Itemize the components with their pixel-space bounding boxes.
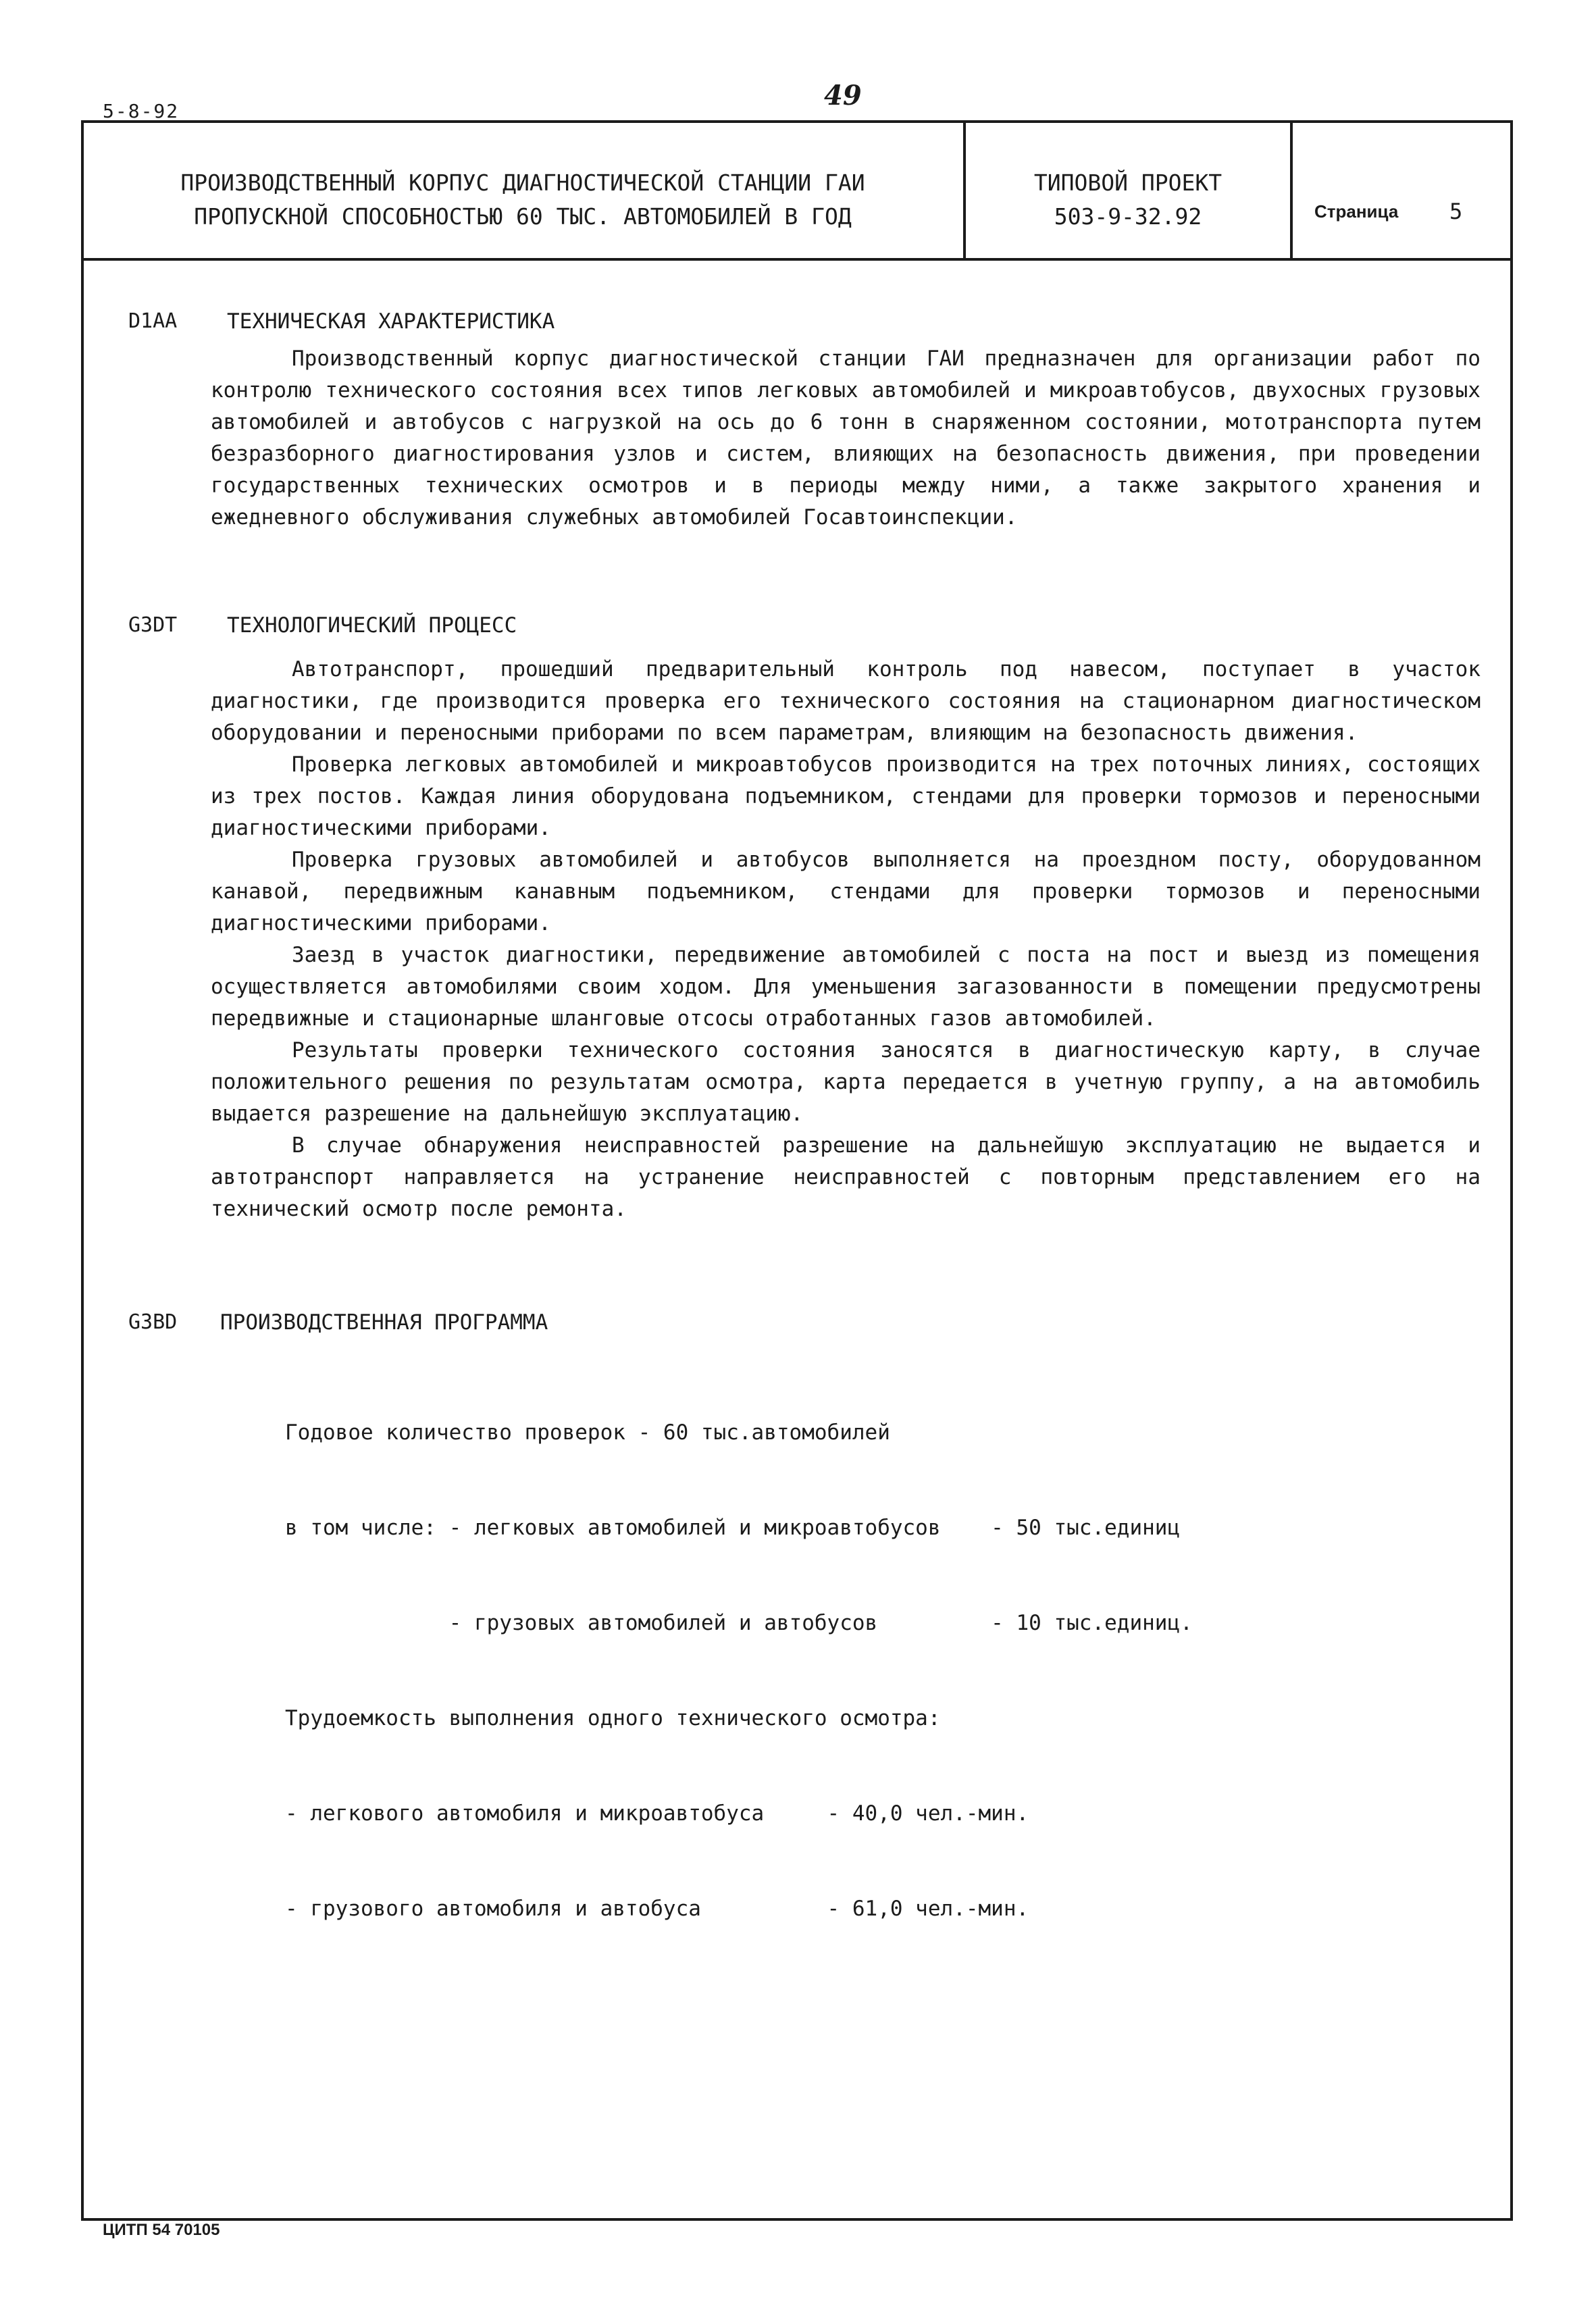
program-line: в том числе: - легковых автомобилей и микроавтобусов - 50 тыс.единиц bbox=[285, 1516, 1181, 1540]
paragraph: Результаты проверки технического состояния заносятся в диагностическую карту, в случае положительного решения по результатам осмотра, карта передается в учетную группу, а на автомобиль выдается разрешение на дальнейшую эксплуатацию. bbox=[211, 1038, 1481, 1126]
program-line: - грузового автомобиля и автобуса - 61,0 чел.-мин. bbox=[285, 1897, 1029, 1921]
stamp-title-line: ПРОИЗВОДСТВЕННЫЙ КОРПУС ДИАГНОСТИЧЕСКОЙ СТАНЦИИ ГАИ bbox=[180, 170, 865, 196]
paragraph: Производственный корпус диагностической станции ГАИ предназначен для организации работ по контролю технического состояния всех типов легковых автомобилей и микроавтобусов, двухосных грузовых автомобилей и автобусов с нагрузкой на ось до 6 тонн в снаряженном состоянии, мототранспорта путем безразборного диагностирования узлов и систем, влияющих на безопасность движения, при проведении государственных технических осмотров и в периоды между ними, а также закрытого хранения и ежедневного обслуживания служебных автомобилей Госавтоинспекции. bbox=[211, 346, 1481, 530]
program-line: Годовое количество проверок - 60 тыс.автомобилей bbox=[285, 1420, 890, 1445]
section-code: D1AA bbox=[128, 309, 178, 333]
document-date: 5-8-92 bbox=[103, 100, 180, 122]
program-line: - грузовых автомобилей и автобусов - 10 тыс.единиц. bbox=[285, 1611, 1193, 1635]
project-code: 503-9-32.92 bbox=[1054, 203, 1202, 230]
section-body bbox=[211, 343, 1481, 534]
print-code: ЦИТП 54 70105 bbox=[103, 2221, 220, 2239]
production-program bbox=[285, 1354, 1433, 1957]
page-number: 49 bbox=[824, 80, 862, 111]
section-heading: ТЕХНИЧЕСКАЯ ХАРАКТЕРИСТИКА bbox=[227, 309, 555, 334]
paragraph: Проверка грузовых автомобилей и автобусов выполняется на проездном посту, оборудованном канавой, передвижным канавным подъемником, стендами для проверки тормозов и переносными диагностическими приборами. bbox=[211, 848, 1481, 935]
paragraph: Проверка легковых автомобилей и микроавтобусов производится на трех поточных линиях, состоящих из трех постов. Каждая линия оборудована подъемником, стендами для проверки тормозов и переносными диагностическими приборами. bbox=[211, 752, 1481, 840]
paragraph: Автотранспорт, прошедший предварительный контроль под навесом, поступает в участок диагностики, где производится проверка его технического состояния на стационарном диагностическом оборудовании и переносными приборами по всем параметрам, влияющим на безопасность движения. bbox=[211, 657, 1481, 745]
stamp-title-line: ПРОПУСКНОЙ СПОСОБНОСТЬЮ 60 ТЫС. АВТОМОБИЛЕЙ В ГОД bbox=[194, 203, 852, 230]
section-code: G3BD bbox=[128, 1310, 178, 1334]
section-body bbox=[211, 654, 1481, 1225]
stamp-project bbox=[966, 166, 1290, 234]
paragraph: Заезд в участок диагностики, передвижение автомобилей с поста на пост и выезд из помещения осуществляется автомобилями своим ходом. Для уменьшения загазованности в помещении предусмотрены передвижные и стационарные шланговые отсосы отработанных газов автомобилей. bbox=[211, 943, 1481, 1031]
stamp-title bbox=[84, 166, 962, 234]
section-code: G3DT bbox=[128, 613, 178, 637]
paragraph: В случае обнаружения неисправностей разрешение на дальнейшую эксплуатацию не выдается и автотранспорт направляется на устранение неисправностей с повторным представлением его на технический осмотр после ремонта. bbox=[211, 1133, 1481, 1221]
page-value: 5 bbox=[1449, 199, 1463, 224]
page-label: Страница bbox=[1314, 201, 1399, 222]
project-label: ТИПОВОЙ ПРОЕКТ bbox=[1033, 170, 1222, 196]
section-heading: ТЕХНОЛОГИЧЕСКИЙ ПРОЦЕСС bbox=[227, 613, 517, 638]
stamp-divider bbox=[1290, 120, 1293, 261]
program-line: Трудоемкость выполнения одного технического осмотра: bbox=[285, 1706, 941, 1730]
program-line: - легкового автомобиля и микроавтобуса - 40,0 чел.-мин. bbox=[285, 1801, 1029, 1826]
section-heading: ПРОИЗВОДСТВЕННАЯ ПРОГРАММА bbox=[220, 1310, 548, 1335]
